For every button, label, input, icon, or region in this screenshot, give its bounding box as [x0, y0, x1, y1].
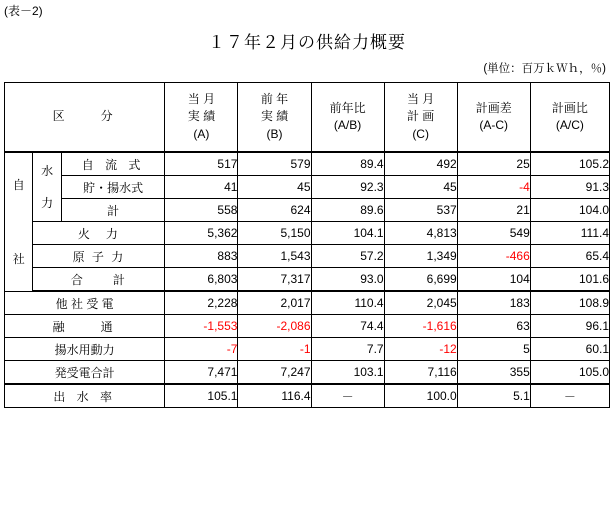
cell-value: -1,553 [165, 315, 238, 338]
row-label-thermal: 火 力 [33, 222, 165, 245]
cell-value: 41 [165, 176, 238, 199]
supply-capacity-table [4, 82, 610, 408]
table-row [5, 291, 610, 315]
cell-value: 116.4 [238, 384, 311, 408]
cell-value: 7,317 [238, 268, 311, 292]
table-row [5, 176, 610, 199]
cell-value: 6,699 [384, 268, 457, 292]
header-col-plan-diff [457, 83, 530, 153]
page-title: １７年２月の供給力概要 [208, 33, 406, 52]
header-col-prev-actual [238, 83, 311, 153]
header-division-label: 区 分 [52, 109, 117, 124]
table-label: (表－2) [4, 4, 43, 18]
group-label-hydro-1: 水 [41, 164, 54, 178]
cell-value: 883 [165, 245, 238, 268]
header-division [5, 83, 165, 153]
table-row [5, 152, 610, 176]
header-line1: 前年比 [329, 100, 366, 115]
cell-value: 89.6 [311, 199, 384, 222]
row-label-hydro-total: 計 [61, 199, 165, 222]
row-label-run-of-river: 自 流 式 [61, 152, 165, 176]
cell-value: -12 [384, 338, 457, 361]
cell-value: 5,362 [165, 222, 238, 245]
cell-value: 5 [457, 338, 530, 361]
header-line3: (A/C) [555, 118, 584, 132]
table-row [5, 245, 610, 268]
row-label-interchange: 融 通 [5, 315, 165, 338]
cell-value: 25 [457, 152, 530, 176]
header-line3: (A/B) [333, 118, 362, 132]
row-label-water-flow-rate: 出 水 率 [5, 384, 165, 408]
cell-value: 110.4 [311, 291, 384, 315]
cell-value: 63 [457, 315, 530, 338]
cell-value: 74.4 [311, 315, 384, 338]
table-row [5, 361, 610, 385]
cell-value: 103.1 [311, 361, 384, 385]
table-row [5, 384, 610, 408]
cell-value: -7 [165, 338, 238, 361]
cell-value: 96.1 [530, 315, 609, 338]
cell-value: 89.4 [311, 152, 384, 176]
table-row [5, 222, 610, 245]
table-header-row [5, 83, 610, 153]
cell-value: 579 [238, 152, 311, 176]
header-line3: (A-C) [479, 118, 509, 132]
header-col-current-plan [384, 83, 457, 153]
header-line3: (A) [193, 126, 210, 141]
cell-value: -1,616 [384, 315, 457, 338]
cell-value: 6,803 [165, 268, 238, 292]
header-line3: (C) [412, 126, 429, 141]
group-label-hydro [33, 152, 61, 222]
cell-value: 355 [457, 361, 530, 385]
cell-value: 1,543 [238, 245, 311, 268]
row-label-purchased-power: 他 社 受 電 [5, 291, 165, 315]
group-label-hydro-2: 力 [41, 196, 54, 210]
cell-value: 5,150 [238, 222, 311, 245]
header-line1: 計画比 [551, 100, 588, 115]
header-col-yoy [311, 83, 384, 153]
header-line2: 計 画 [406, 109, 435, 124]
header-line2: 実 績 [260, 109, 289, 124]
header-line2: 実 績 [187, 109, 216, 124]
cell-value: 45 [238, 176, 311, 199]
header-col-plan-ratio [530, 83, 609, 153]
row-label-pumping-power: 揚水用動力 [5, 338, 165, 361]
header-line3: (B) [266, 126, 283, 141]
cell-value: -2,086 [238, 315, 311, 338]
cell-value: 7,116 [384, 361, 457, 385]
header-line1: 前 年 [260, 91, 289, 106]
cell-value: 91.3 [530, 176, 609, 199]
cell-value: -1 [238, 338, 311, 361]
cell-value: 104.0 [530, 199, 609, 222]
cell-value: 104.1 [311, 222, 384, 245]
cell-value: 492 [384, 152, 457, 176]
cell-value: 2,228 [165, 291, 238, 315]
cell-value: -466 [457, 245, 530, 268]
header-line1: 計画差 [475, 100, 512, 115]
table-row [5, 338, 610, 361]
cell-value: 101.6 [530, 268, 609, 292]
cell-value: 537 [384, 199, 457, 222]
cell-value: 7,471 [165, 361, 238, 385]
header-line1: 当 月 [187, 91, 216, 106]
cell-value: 2,017 [238, 291, 311, 315]
cell-value: 7,247 [238, 361, 311, 385]
unit-note: (単位：百万ｋＷｈ，％) [483, 63, 606, 75]
cell-value: － [311, 384, 384, 408]
cell-value: 92.3 [311, 176, 384, 199]
cell-value: 558 [165, 199, 238, 222]
cell-value: 57.2 [311, 245, 384, 268]
cell-value: － [530, 384, 609, 408]
cell-value: 549 [457, 222, 530, 245]
group-label-jisha-2: 社 [12, 251, 25, 266]
cell-value: -4 [457, 176, 530, 199]
row-label-own-total: 合 計 [33, 268, 165, 292]
cell-value: 111.4 [530, 222, 609, 245]
table-row [5, 315, 610, 338]
cell-value: 2,045 [384, 291, 457, 315]
header-col-current-actual [165, 83, 238, 153]
cell-value: 60.1 [530, 338, 609, 361]
cell-value: 105.2 [530, 152, 609, 176]
cell-value: 7.7 [311, 338, 384, 361]
row-label-nuclear: 原 子 力 [33, 245, 165, 268]
cell-value: 1,349 [384, 245, 457, 268]
cell-value: 93.0 [311, 268, 384, 292]
row-label-reservoir-pumped: 貯・揚水式 [61, 176, 165, 199]
table-row [5, 268, 610, 292]
group-label-jisha [5, 152, 33, 291]
table-row [5, 199, 610, 222]
group-label-jisha-1: 自 [12, 177, 25, 192]
cell-value: 624 [238, 199, 311, 222]
cell-value: 65.4 [530, 245, 609, 268]
cell-value: 45 [384, 176, 457, 199]
cell-value: 517 [165, 152, 238, 176]
cell-value: 183 [457, 291, 530, 315]
cell-value: 105.0 [530, 361, 609, 385]
cell-value: 100.0 [384, 384, 457, 408]
cell-value: 21 [457, 199, 530, 222]
header-line1: 当 月 [406, 91, 435, 106]
cell-value: 108.9 [530, 291, 609, 315]
cell-value: 5.1 [457, 384, 530, 408]
cell-value: 105.1 [165, 384, 238, 408]
cell-value: 104 [457, 268, 530, 292]
row-label-generation-total: 発受電合計 [5, 361, 165, 385]
cell-value: 4,813 [384, 222, 457, 245]
